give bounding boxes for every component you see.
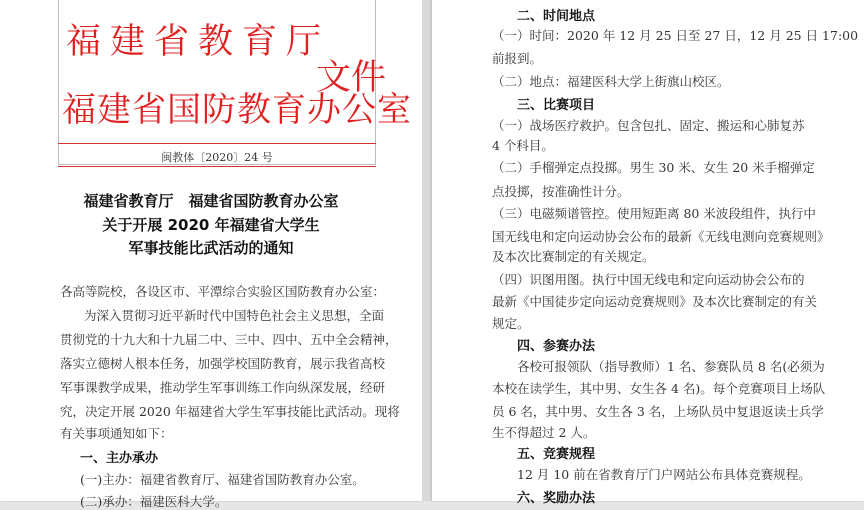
body-line: 贯彻党的十九大和十九届二中、三中、四中、五中全会精神， — [60, 332, 398, 347]
body-line: 规定。 — [492, 316, 530, 331]
left-page — [0, 0, 422, 509]
body-line: 为深入贯彻习近平新时代中国特色社会主义思想，全面 — [84, 308, 385, 323]
body-line: （三）电磁频谱管控。使用短距离 80 米波段组件，执行中 — [492, 206, 816, 221]
section-heading: 三、比赛项目 — [517, 98, 596, 113]
salutation: 各高等院校，各设区市、平潭综合实验区国防教育办公室： — [60, 284, 386, 299]
body-line: （二）地点：福建医科大学上街旗山校区。 — [492, 74, 730, 89]
body-line: 最新《中国徒步定向运动竞赛规则》及本次比赛制定的有关 — [492, 294, 818, 309]
section-heading: 一、主办承办 — [80, 451, 159, 466]
body-line: 各校可报领队（指导教师）1 名、参赛队员 8 名(必须为 — [517, 359, 825, 374]
section-item: (一)主办：福建省教育厅、福建省国防教育办公室。 — [80, 472, 365, 487]
body-line: 国无线电和定向运动协会公布的最新《无线电测向竞赛规则》 — [492, 229, 830, 244]
section-heading: 六、奖励办法 — [517, 491, 596, 506]
header-org1: 福建省教育厅 — [66, 22, 331, 62]
section-heading: 五、竞赛规程 — [517, 447, 596, 462]
body-line: 究，决定开展 2020 年福建省大学生军事技能比武活动。现将 — [60, 404, 400, 419]
title-line-1: 福建省教育厅 福建省国防教育办公室 — [83, 192, 339, 210]
body-line: 生不得超过 2 人。 — [492, 425, 596, 440]
body-line: 点投掷，按准确性计分。 — [492, 184, 630, 199]
body-line: （二）手榴弹定点投掷。男生 30 米、女生 20 米手榴弹定 — [492, 160, 815, 175]
body-line: （一）时间：2020 年 12 月 25 日至 27 日，12 月 25 日 17:00 — [492, 28, 859, 43]
body-line: 12 月 10 前在省教育厅门户网站公布具体竞赛规程。 — [517, 467, 811, 482]
red-rule-bottom — [58, 166, 376, 167]
body-line: 及本次比赛制定的有关规定。 — [492, 249, 655, 264]
body-line: 本校在读学生，其中男、女生各 4 名)。每个竞赛项目上场队 — [492, 381, 826, 396]
body-line: 员 6 名，其中男、女生各 3 名，上场队员中复退返读士兵学 — [492, 404, 824, 419]
body-line: 有关事项通知如下： — [60, 426, 173, 441]
header-org2: 福建省国防教育办公室 — [62, 90, 412, 130]
red-rule-top — [58, 143, 376, 144]
body-line: 前报到。 — [492, 51, 543, 66]
right-page — [432, 0, 864, 506]
page-gutter — [422, 0, 432, 501]
title-line-2: 关于开展 2020 年福建省大学生 — [102, 216, 320, 234]
body-line: 军事课教学成果，推动学生军事训练工作向纵深发展，经研 — [60, 380, 386, 395]
section-heading: 二、时间地点 — [517, 9, 596, 24]
section-item: (二)承办：福建医科大学。 — [80, 494, 228, 509]
doc-number: 闽教体〔2020〕24 号 — [161, 151, 273, 164]
body-line: （一）战场医疗救护。包含包扎、固定、搬运和心肺复苏 — [492, 118, 805, 133]
body-line: 落实立德树人根本任务，加强学校国防教育，展示我省高校 — [60, 356, 386, 371]
title-line-3: 军事技能比武活动的通知 — [128, 239, 294, 257]
body-line: （四）识图用图。执行中国无线电和定向运动协会公布的 — [492, 272, 805, 287]
header-doc-type: 文件 — [316, 58, 387, 98]
section-heading: 四、参赛办法 — [517, 339, 596, 354]
body-line: 4 个科目。 — [492, 138, 554, 153]
